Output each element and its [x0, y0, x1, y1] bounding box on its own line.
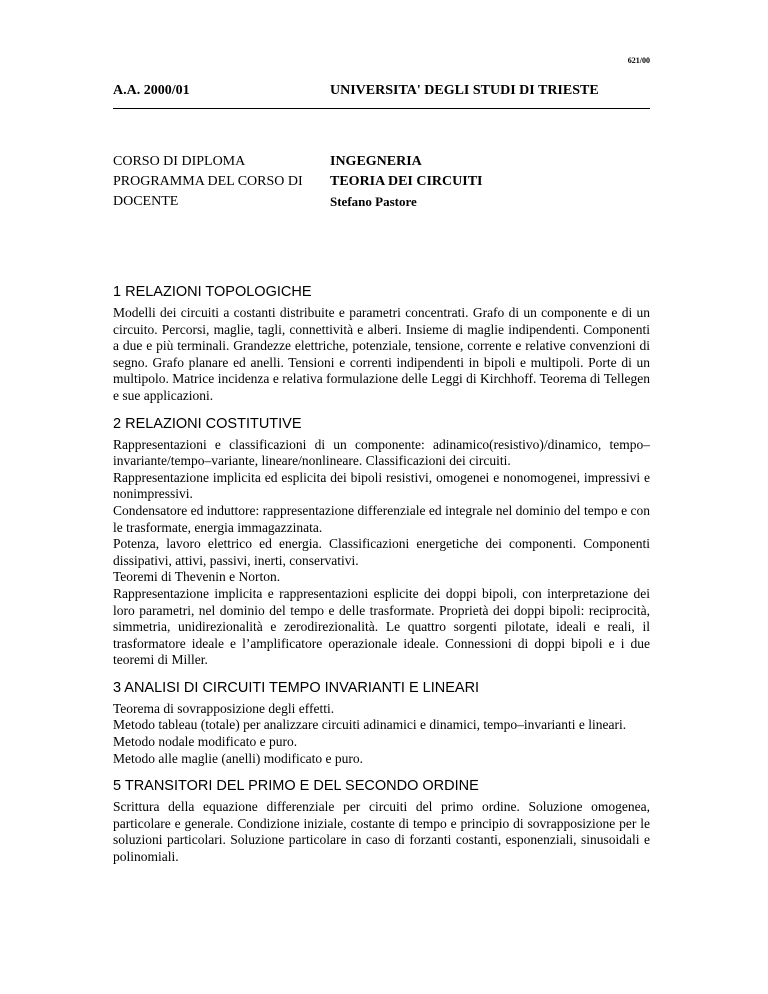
- section-paragraph: Rappresentazione implicita e rappresentazioni esplicite dei doppi bipoli, con interpretazione dei loro parametri, nel dominio del tempo e delle trasformate. Proprietà dei doppi bipoli: reciprocità, simmetria, unidirezionalità e zerodirezionalità. Le quattro sorgenti pilotate, ideali e reali, il trasformatore ideale e l’amplificatore operazionale ideale. Connessioni di doppi bipoli e i due teoremi di Miller.: [113, 585, 650, 668]
- section-title: 1 RELAZIONI TOPOLOGICHE: [113, 284, 312, 300]
- syllabus-content: [113, 283, 650, 876]
- section-paragraph: Condensatore ed induttore: rappresentazione differenziale ed integrale nel dominio del tempo e con le trasformate, energia immagazzinata.: [113, 502, 650, 535]
- course-info-label: PROGRAMMA DEL CORSO DI: [113, 174, 303, 189]
- section-paragraph: Rappresentazioni e classificazioni di un componente: adinamico(resistivo)/dinamico, tempo–invariante/tempo–variante, lineare/nonlineare. Classificazioni dei circuiti.: [113, 436, 650, 469]
- section-paragraph: Metodo tableau (totale) per analizzare circuiti adinamici e dinamici, tempo–invarianti e lineari.: [113, 717, 627, 733]
- section-paragraph: Teoremi di Thevenin e Norton.: [113, 569, 281, 585]
- page-code: 621/00: [627, 56, 650, 65]
- section-circuit-analysis: [113, 679, 650, 767]
- section-title: 2 RELAZIONI COSTITUTIVE: [113, 415, 302, 432]
- course-name-value: TEORIA DEI CIRCUITI: [330, 174, 483, 189]
- course-info-labels: [113, 152, 333, 212]
- course-info-label: CORSO DI DIPLOMA: [113, 154, 246, 169]
- section-paragraph: Metodo nodale modificato e puro.: [113, 734, 298, 750]
- section-title: 3 ANALISI DI CIRCUITI TEMPO INVARIANTI E LINEARI: [113, 679, 480, 696]
- section-paragraph: Metodo alle maglie (anelli) modificato e puro.: [113, 750, 364, 766]
- academic-year: A.A. 2000/01: [113, 83, 190, 98]
- section-title: 5 TRANSITORI DEL PRIMO E DEL SECONDO ORDINE: [113, 778, 479, 795]
- course-info-values: [330, 152, 650, 212]
- degree-value: INGEGNERIA: [330, 154, 422, 169]
- section-topological-relations: [113, 283, 650, 405]
- course-info-label: DOCENTE: [113, 194, 179, 209]
- section-paragraph: Potenza, lavoro elettrico ed energia. Classificazioni energetiche dei componenti. Componenti dissipativi, attivi, passivi, inerti, conservativi.: [113, 536, 650, 568]
- teacher-value: Stefano Pastore: [330, 194, 417, 209]
- university-name: UNIVERSITA' DEGLI STUDI DI TRIESTE: [330, 83, 599, 98]
- header-divider: [113, 108, 650, 109]
- section-constitutive-relations: [113, 415, 650, 669]
- section-paragraph: Modelli dei circuiti a costanti distribuite e parametri concentrati. Grafo di un componente e di un circuito. Percorsi, maglie, tagli, connettività e alberi. Insieme di maglie indipendenti. Componenti a due e più terminali. Grandezze elettriche, potenziale, tensione, corrente e relative convenzioni di segno. Grafo planare ed anelli. Tensioni e correnti indipendenti in bipoli e multipoli. Porte di un multipolo. Matrice incidenza e relativa formulazione delle Leggi di Kirchhoff. Teorema di Tellegen e sue applicazioni.: [113, 305, 650, 403]
- section-paragraph: Scrittura della equazione differenziale per circuiti del primo ordine. Soluzione omogenea, particolare e generale. Condizione iniziale, costante di tempo e principio di sovrapposizione per le soluzioni particolari. Soluzione particolare in caso di forzanti costanti, esponenziali, sinusoidali e polinomiali.: [113, 799, 650, 865]
- section-transients: [113, 777, 650, 865]
- section-paragraph: Rappresentazione implicita ed esplicita dei bipoli resistivi, omogenei e nonomogenei, impressivi e nonimpressivi.: [113, 469, 650, 502]
- section-paragraph: Teorema di sovrapposizione degli effetti.: [113, 700, 335, 716]
